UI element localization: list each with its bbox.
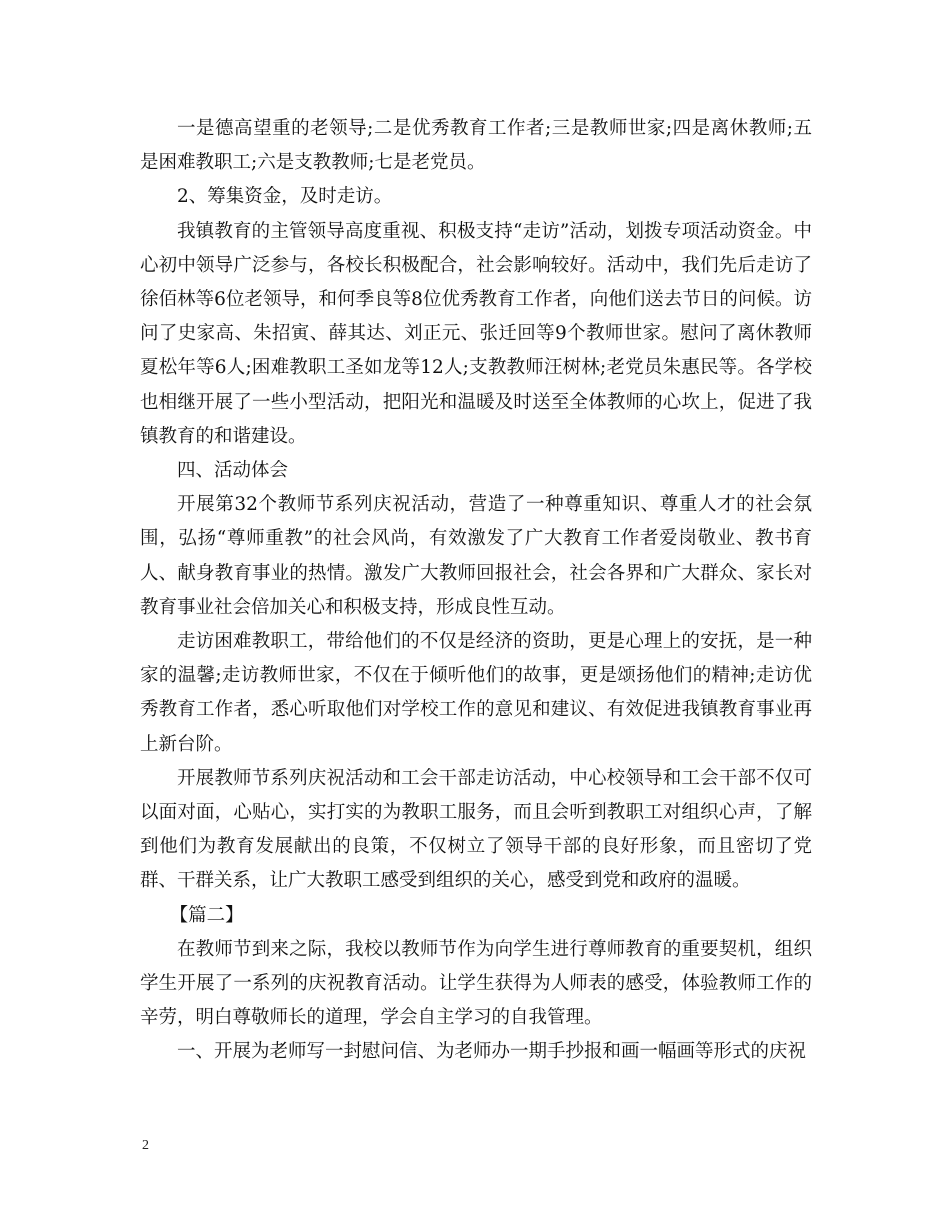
paragraph-part-two-item-one: 一、开展为老师写一封慰问信、为老师办一期手抄报和画一幅画等形式的庆祝	[177, 1041, 807, 1063]
paragraph-reflection-atmosphere: 开展第32个教师节系列庆祝活动，营造了一种尊重知识、尊重人才的社会氛围，弘扬“尊师重教”的社会风尚，有效激发了广大教育工作者爱岗敬业、教书育人、献身教育事业的热情。激发广大教师回报社会，社会各界和广大群众、家长对教育事业社会倍加关心和积极支持，形成良性互动。	[140, 494, 812, 618]
paragraph-visit-activities: 我镇教育的主管领导高度重视、积极支持“走访”活动，划拨专项活动资金。中心初中领导广泛参与，各校长积极配合，社会影响较好。活动中，我们先后走访了徐佰林等6位老领导，和何季良等8位优秀教育工作者，向他们送去节日的问候。访问了史家高、朱招寅、薛其达、刘正元、张迁回等9个教师世家。慰问了离休教师夏松年等6人;困难教职工圣如龙等12人;支教教师汪树林;老党员朱惠民等。各学校也相继开展了一些小型活动，把阳光和温暖及时送至全体教师的心坎上，促进了我镇教育的和谐建设。	[140, 220, 812, 447]
paragraph-part-two-intro: 在教师节到来之际，我校以教师节作为向学生进行尊师教育的重要契机，组织学生开展了一系列的庆祝教育活动。让学生获得为人师表的感受，体验教师工作的辛劳，明白尊敬师长的道理，学会自主学习的自我管理。	[140, 938, 812, 1029]
page-number: 2	[142, 1138, 149, 1153]
paragraph-visit-targets: 一是德高望重的老领导;二是优秀教育工作者;三是教师世家;四是离休教师;五是困难教职工;六是支教教师;七是老党员。	[140, 118, 812, 174]
document-body	[140, 112, 812, 1070]
section-heading-reflections: 四、活动体会	[177, 460, 289, 482]
part-two-heading: 【篇二】	[169, 904, 244, 926]
subheading-raise-funds: 2、筹集资金，及时走访。	[177, 186, 393, 208]
paragraph-reflection-visits: 走访困难教职工，带给他们的不仅是经济的资助，更是心理上的安抚，是一种家的温馨;走访教师世家，不仅在于倾听他们的故事，更是颂扬他们的精神;走访优秀教育工作者，悉心听取他们对学校工作的意见和建议、有效促进我镇教育事业再上新台阶。	[140, 631, 812, 755]
paragraph-reflection-union: 开展教师节系列庆祝活动和工会干部走访活动，中心校领导和工会干部不仅可以面对面，心贴心，实打实的为教职工服务，而且会听到教职工对组织心声，了解到他们为教育发展献出的良策，不仅树立了领导干部的良好形象，而且密切了党群、干群关系，让广大教职工感受到组织的关心，感受到党和政府的温暖。	[140, 767, 812, 892]
